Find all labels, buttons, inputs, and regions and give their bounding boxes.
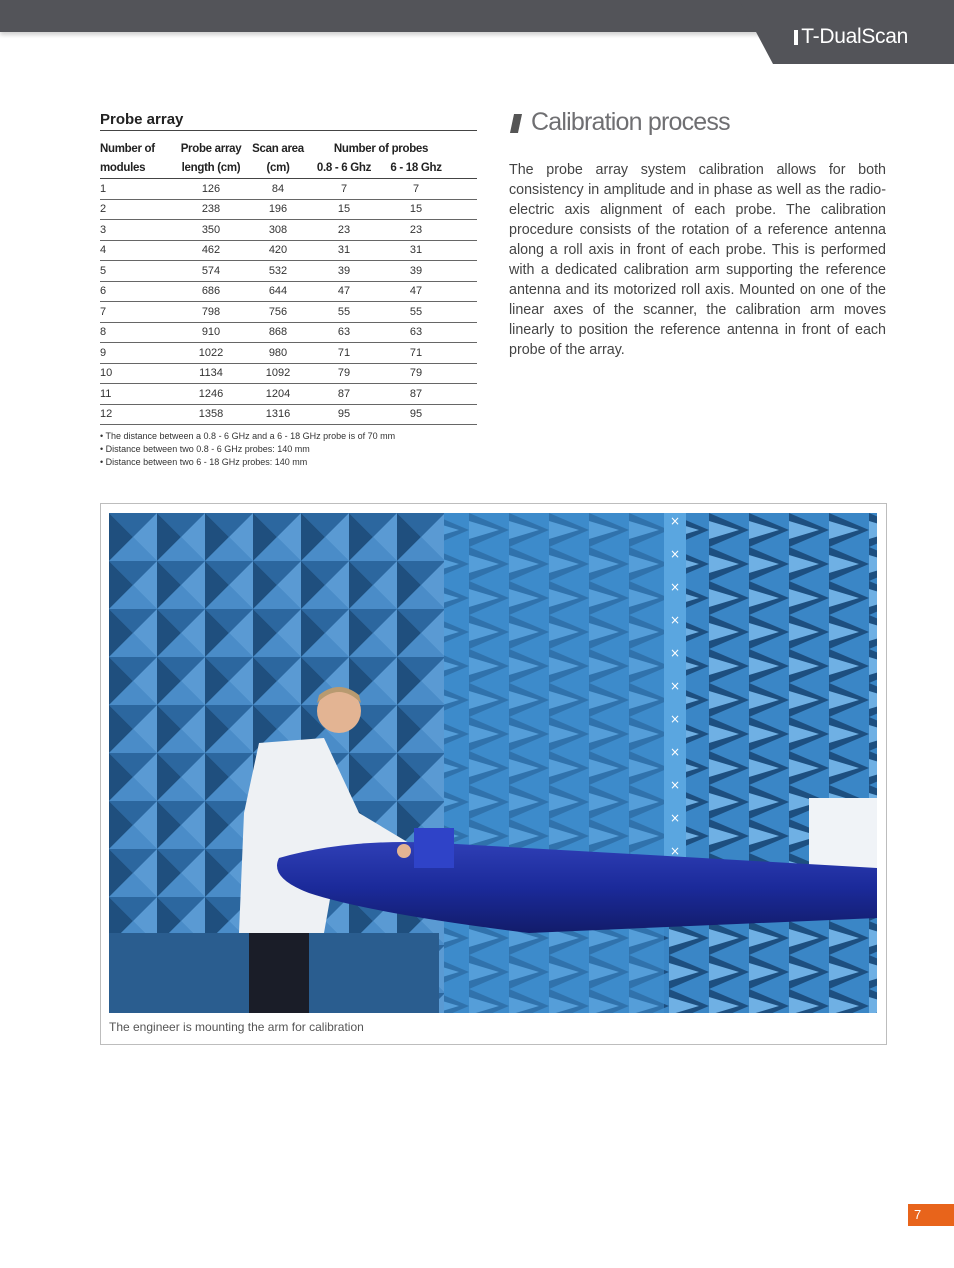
probe-array-title: Probe array [100, 111, 184, 128]
svg-text:×: × [670, 613, 681, 627]
svg-text:×: × [670, 514, 681, 528]
table-cell: 126 [175, 179, 247, 200]
svg-text:×: × [670, 745, 681, 759]
note-line: • The distance between a 0.8 - 6 GHz and a 6 - 18 GHz probe is of 70 mm [100, 431, 396, 441]
svg-text:×: × [670, 580, 681, 594]
note-line: • Distance between two 0.8 - 6 GHz probes: 140 mm [100, 444, 310, 454]
svg-text:×: × [670, 646, 681, 660]
table-cell: 1246 [175, 384, 247, 405]
table-cell: 71 [309, 343, 379, 364]
table-cell: 1134 [175, 363, 247, 384]
page-number: 7 [908, 1204, 954, 1226]
table-cell-spacer [453, 240, 477, 261]
photo-caption: The engineer is mounting the arm for calibration [109, 1020, 364, 1034]
table-cell: 39 [379, 261, 453, 282]
svg-text:×: × [670, 547, 681, 561]
table-cell: 95 [309, 404, 379, 425]
table-cell: 1358 [175, 404, 247, 425]
probe-title-rule [100, 130, 477, 131]
table-cell: 1092 [247, 363, 309, 384]
col-header-modules: Number of [100, 143, 155, 155]
table-cell: 308 [247, 220, 309, 241]
table-row [100, 199, 477, 220]
col-header-modules-line2: modules [100, 159, 175, 179]
svg-text:×: × [670, 778, 681, 792]
table-cell: 4 [100, 240, 175, 261]
table-cell: 798 [175, 302, 247, 323]
table-cell: 47 [379, 281, 453, 302]
table-cell: 420 [247, 240, 309, 261]
table-cell: 55 [379, 302, 453, 323]
table-row [100, 281, 477, 302]
table-cell-spacer [453, 384, 477, 405]
table-cell: 6 [100, 281, 175, 302]
anechoic-chamber-photo [109, 513, 877, 1013]
table-cell: 95 [379, 404, 453, 425]
table-cell-spacer [453, 322, 477, 343]
photo-illustration [109, 513, 877, 1013]
table-cell: 15 [309, 199, 379, 220]
note-line: • Distance between two 6 - 18 GHz probes: 140 mm [100, 457, 308, 467]
table-cell: 462 [175, 240, 247, 261]
table-cell: 11 [100, 384, 175, 405]
table-cell-spacer [453, 261, 477, 282]
col-header-scan: Scan area [252, 143, 304, 155]
table-row [100, 343, 477, 364]
table-cell: 71 [379, 343, 453, 364]
table-row [100, 384, 477, 405]
table-cell-spacer [453, 302, 477, 323]
table-cell: 5 [100, 261, 175, 282]
photo-frame [100, 503, 887, 1045]
table-cell: 574 [175, 261, 247, 282]
table-cell: 55 [309, 302, 379, 323]
table-row [100, 220, 477, 241]
table-cell: 9 [100, 343, 175, 364]
table-cell: 868 [247, 322, 309, 343]
table-cell: 532 [247, 261, 309, 282]
table-cell-spacer [453, 343, 477, 364]
table-cell: 910 [175, 322, 247, 343]
table-cell-spacer [453, 404, 477, 425]
table-cell: 644 [247, 281, 309, 302]
table-cell: 196 [247, 199, 309, 220]
table-row [100, 179, 477, 200]
table-cell: 2 [100, 199, 175, 220]
table-cell: 756 [247, 302, 309, 323]
table-cell: 12 [100, 404, 175, 425]
table-row [100, 261, 477, 282]
table-cell: 1204 [247, 384, 309, 405]
table-cell: 350 [175, 220, 247, 241]
brand-title: T-DualScan [801, 25, 908, 48]
svg-text:×: × [670, 712, 681, 726]
table-cell: 87 [309, 384, 379, 405]
svg-text:×: × [670, 811, 681, 825]
table-cell: 238 [175, 199, 247, 220]
table-cell: 87 [379, 384, 453, 405]
table-cell: 23 [309, 220, 379, 241]
table-cell: 31 [379, 240, 453, 261]
col-header-length: Probe array [180, 143, 242, 155]
table-row [100, 240, 477, 261]
table-cell: 39 [309, 261, 379, 282]
table-cell: 79 [379, 363, 453, 384]
table-cell-spacer [453, 199, 477, 220]
col-header-probes-low: 0.8 - 6 Ghz [309, 159, 379, 179]
table-cell-spacer [453, 179, 477, 200]
col-header-length-line2: length (cm) [175, 159, 247, 179]
table-cell: 47 [309, 281, 379, 302]
svg-text:×: × [670, 844, 681, 858]
calibration-body: The probe array system calibration allows for both consistency in amplitude and in phase as well as the radio-electric axis alignment of each probe. The calibration procedure consists of the rotation of a reference antenna along a roll axis in front of each probe. This is performed with a dedicated calibration arm supporting the reference antenna and its motorized roll axis. Mounted on one of the linear axes of the scanner, the calibration arm moves linearly to position the reference antenna in front of each probe of the array. [509, 162, 886, 358]
calibration-title: Calibration process [531, 108, 730, 136]
table-cell: 79 [309, 363, 379, 384]
section-marker [510, 114, 522, 133]
table-cell: 10 [100, 363, 175, 384]
table-cell: 1022 [175, 343, 247, 364]
table-cell: 686 [175, 281, 247, 302]
col-header-scan-line2: (cm) [247, 159, 309, 179]
probe-array-table [100, 140, 477, 425]
table-cell: 63 [309, 322, 379, 343]
table-row [100, 404, 477, 425]
col-header-probes-high: 6 - 18 Ghz [379, 159, 453, 179]
table-cell-spacer [453, 363, 477, 384]
col-header-probes-group: Number of probes [333, 143, 429, 155]
table-cell: 7 [309, 179, 379, 200]
table-cell: 980 [247, 343, 309, 364]
table-cell: 7 [379, 179, 453, 200]
table-cell: 8 [100, 322, 175, 343]
table-cell: 23 [379, 220, 453, 241]
table-row [100, 363, 477, 384]
table-cell: 3 [100, 220, 175, 241]
table-row [100, 322, 477, 343]
table-cell: 15 [379, 199, 453, 220]
table-cell: 84 [247, 179, 309, 200]
table-cell: 31 [309, 240, 379, 261]
svg-text:×: × [670, 679, 681, 693]
table-cell-spacer [453, 281, 477, 302]
table-cell: 63 [379, 322, 453, 343]
table-cell: 1 [100, 179, 175, 200]
table-cell: 1316 [247, 404, 309, 425]
table-cell: 7 [100, 302, 175, 323]
probe-notes [100, 430, 395, 469]
brand-marker [794, 30, 798, 45]
table-row [100, 302, 477, 323]
table-cell-spacer [453, 220, 477, 241]
